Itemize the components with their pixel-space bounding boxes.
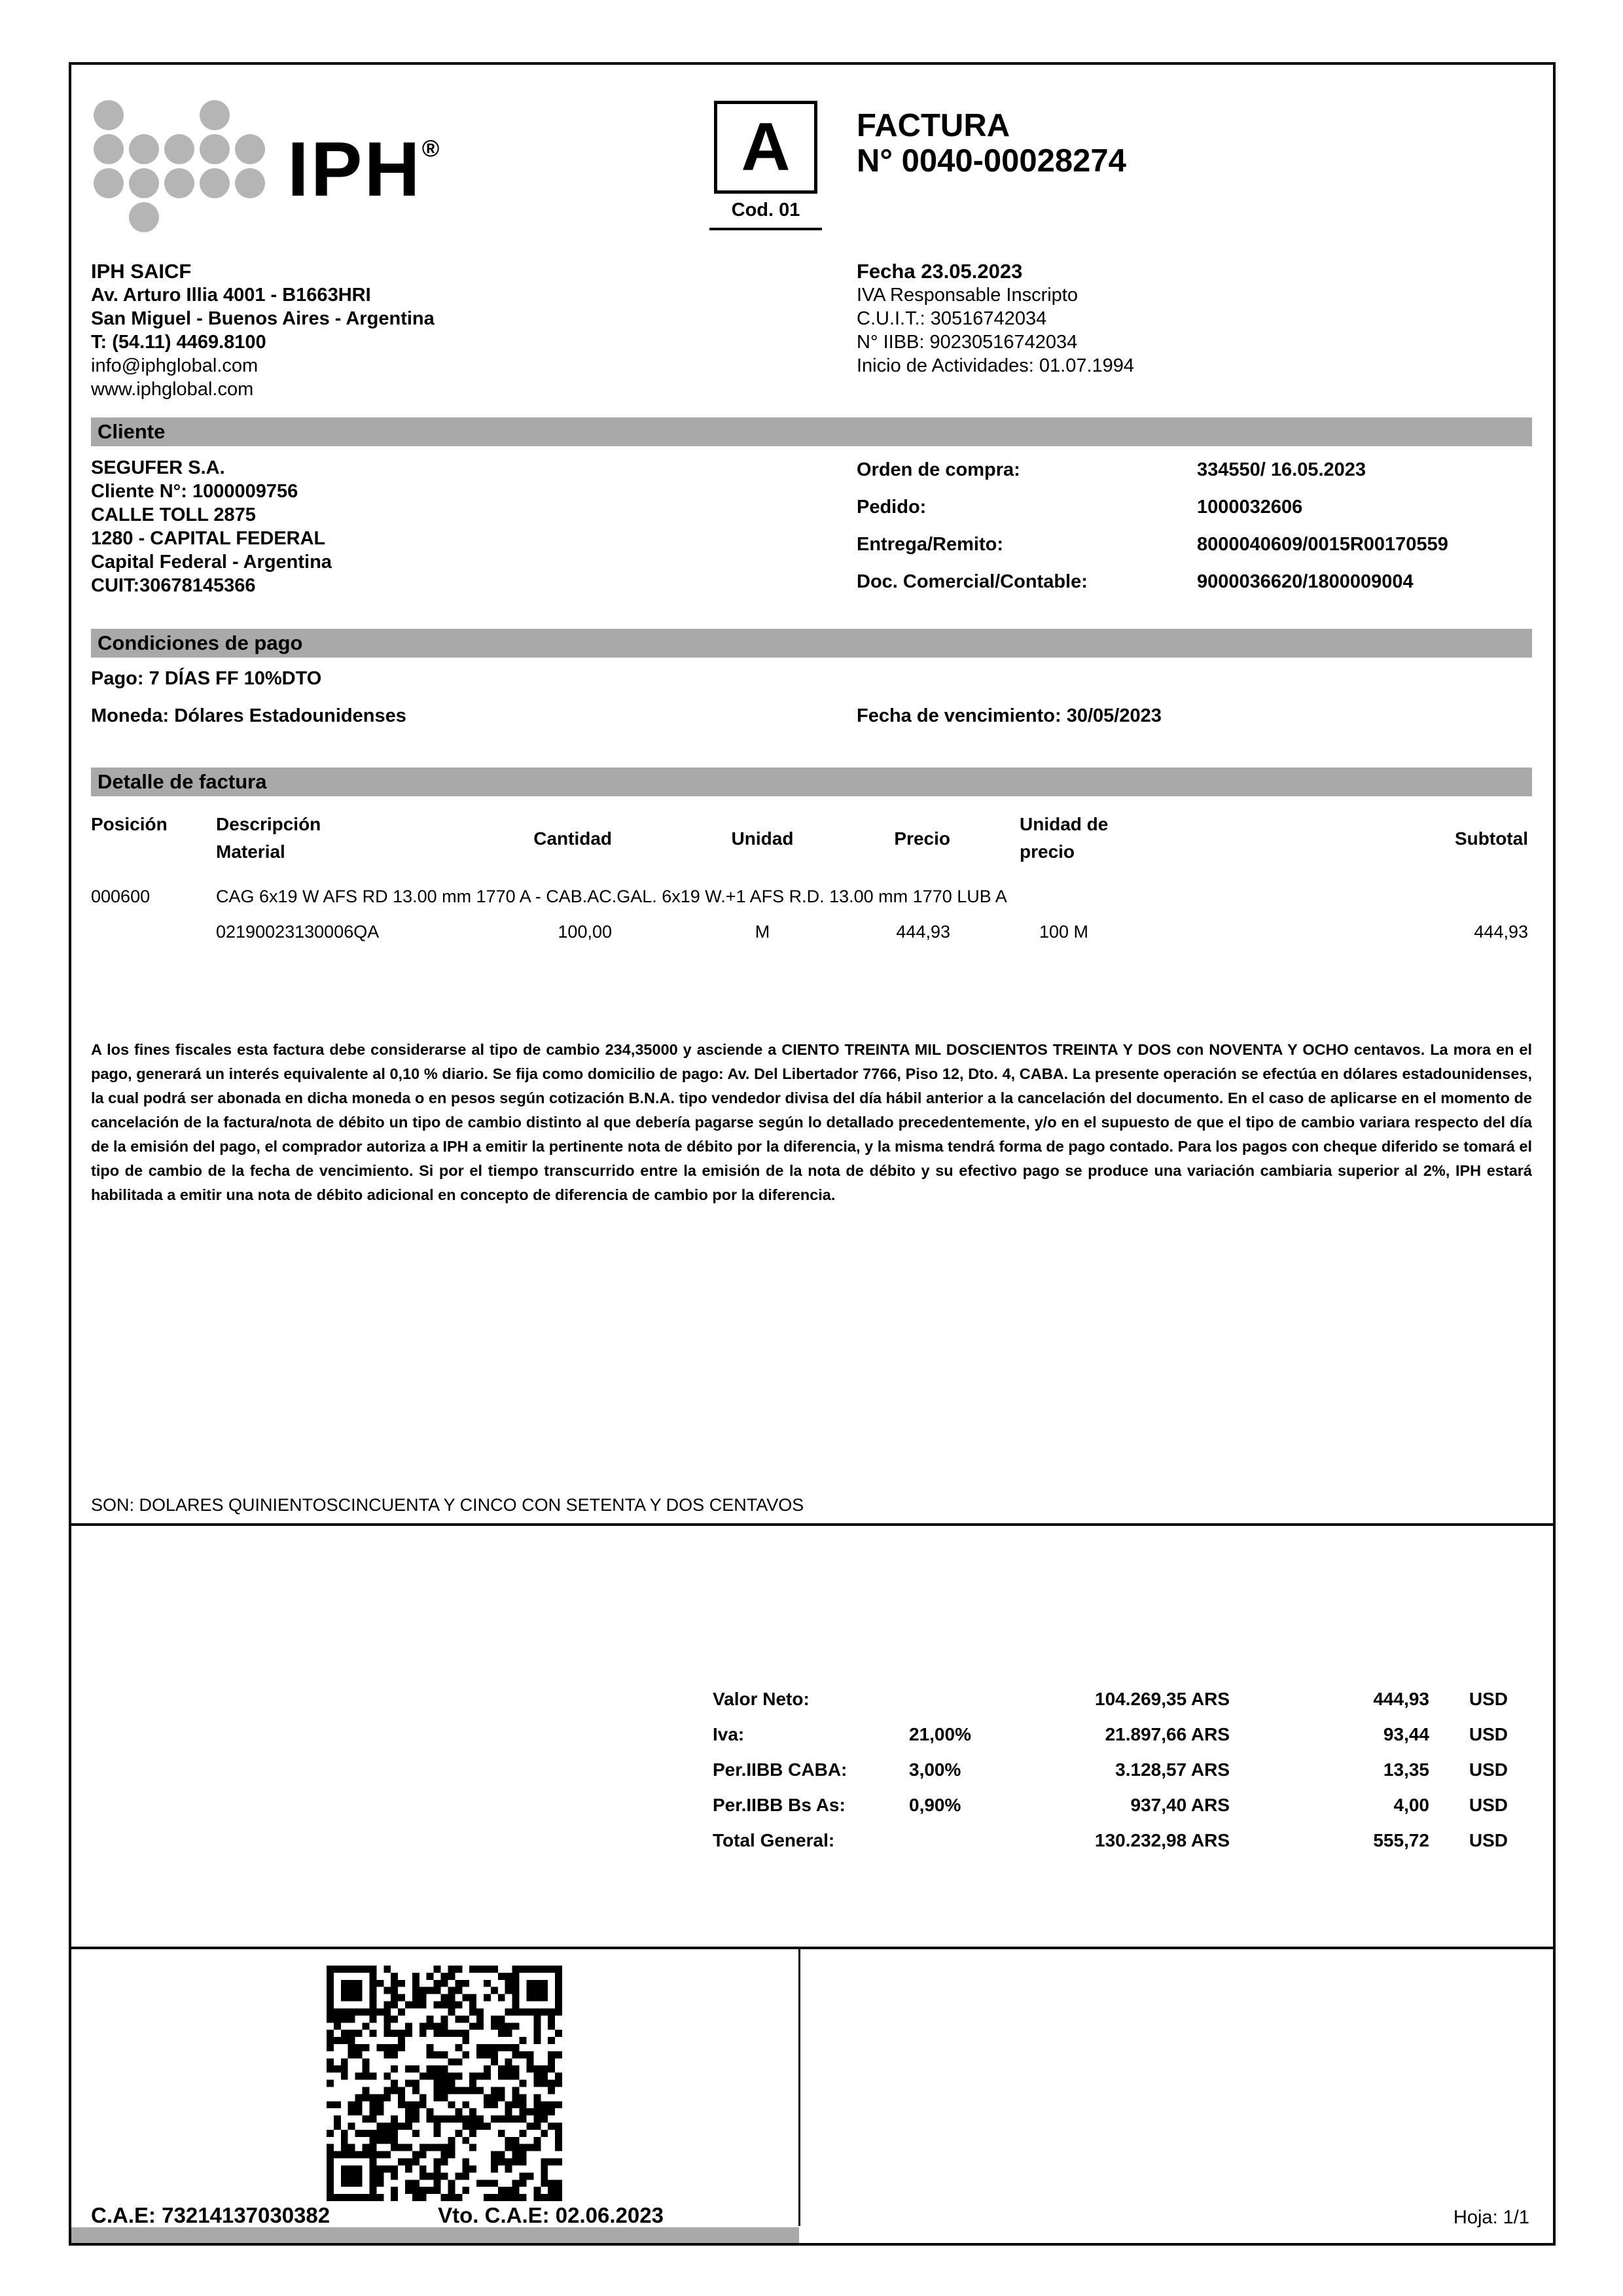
ref-row [857, 534, 1448, 571]
company-email: info@iphglobal.com [91, 355, 259, 376]
company-iibb: N° IIBB: 90230516742034 [857, 332, 1078, 353]
invoice-letter-box [714, 101, 817, 194]
registered-mark: ® [421, 135, 442, 162]
item-unit: M [755, 922, 770, 942]
total-currency: USD [1469, 1795, 1508, 1815]
col-header-price: Precio [894, 828, 950, 849]
item-price: 444,93 [896, 922, 950, 942]
client-cuit: CUIT:30678145366 [91, 575, 256, 596]
total-ars: 130.232,98 ARS [1095, 1830, 1230, 1850]
totals-row [713, 1795, 1508, 1830]
total-ars: 937,40 ARS [1130, 1795, 1230, 1815]
total-ars: 104.269,35 ARS [1095, 1689, 1230, 1709]
invoice-letter-code: Cod. 01 [709, 200, 822, 230]
fiscal-note: A los fines fiscales esta factura debe considerarse al tipo de cambio 234,35000 y asciende a CIENTO TREINTA MIL DOSCIENTOS TREINTA Y DOS con NOVENTA Y OCHO centavos. La mora en el pago, generará un interés equivalente al 0,10 % diario. Se fija como domicilio de pago: Av. Del Libertador 7766, Piso 12, Dto. 4, CABA. La presente operación se efectúa en dólares estadounidenses, la cual podrá ser abonada en dicha moneda o en pesos según cotización B.N.A. tipo vendedor divisa del día hábil anterior a la cancelación del documento. En el caso de aplicarse en el momento de cancelación de la factura/nota de débito un tipo de cambio distinto al que debería pagarse según lo detallado precedentemente, y/o en el supuesto de que el tipo de cambio variara respecto del día de la emisión del pago, el comprador autoriza a IPH a emitir la pertinente nota de débito por la diferencia, y la misma tendrá forma de pago contado. Para los pagos con cheque diferido se tomará el tipo de cambio de la fecha de vencimiento. Si por el tiempo transcurrido entre la emisión de la nota de débito y su efectivo pago se produce una variación cambiaria superior al 2%, IPH estará habilitada a emitir una nota de débito adicional en concepto de diferencia de cambio por la diferencia. [91, 1041, 1532, 1203]
qr-code [327, 1966, 562, 2201]
col-header-price-unit-line1: Unidad de [1020, 814, 1109, 834]
ref-label: Pedido: [857, 497, 927, 518]
ref-label: Doc. Comercial/Contable: [857, 571, 1088, 592]
client-block [91, 456, 332, 597]
invoice-title-block [857, 108, 1126, 179]
totals-block [713, 1689, 1508, 1865]
col-header-subtotal: Subtotal [1455, 828, 1528, 849]
divider-line [71, 1947, 1553, 1949]
total-usd: 93,44 [1383, 1724, 1429, 1744]
ref-value: 334550/ 16.05.2023 [1197, 459, 1366, 480]
invoice-page [69, 62, 1556, 2246]
total-currency: USD [1469, 1689, 1508, 1709]
col-header-price-unit-line2: precio [1020, 841, 1075, 862]
ref-value: 8000040609/0015R00170559 [1197, 534, 1448, 555]
item-quantity: 100,00 [558, 922, 612, 942]
cae-number: C.A.E: 73214137030382 [91, 2203, 330, 2227]
total-label: Valor Neto: [713, 1689, 810, 1709]
totals-row [713, 1689, 1508, 1724]
ref-value: 1000032606 [1197, 497, 1303, 518]
payment-terms: Pago: 7 DÍAS FF 10%DTO [91, 668, 322, 689]
item-material-code: 02190023130006QA [216, 922, 380, 942]
col-header-price-unit [1020, 811, 1108, 866]
doc-type: FACTURA [857, 108, 1010, 143]
company-cuit: C.U.I.T.: 30516742034 [857, 308, 1047, 329]
client-section-bar: Cliente [91, 417, 1532, 446]
fiscal-block [857, 260, 1134, 378]
iva-status: IVA Responsable Inscripto [857, 285, 1078, 306]
totals-row [713, 1830, 1508, 1865]
logo-text: IPH [287, 126, 422, 213]
ref-label: Entrega/Remito: [857, 534, 1003, 555]
totals-row [713, 1724, 1508, 1759]
company-block [91, 260, 435, 401]
item-subtotal: 444,93 [1474, 922, 1528, 942]
col-header-description-line1: Descripción [216, 814, 321, 834]
client-address: CALLE TOLL 2875 [91, 504, 256, 525]
invoice-letter: A [741, 109, 791, 185]
total-pct: 21,00% [909, 1724, 971, 1744]
col-header-position: Posición [91, 814, 168, 834]
total-pct: 0,90% [909, 1795, 961, 1815]
total-label: Total General: [713, 1830, 835, 1850]
company-phone: T: (54.11) 4469.8100 [91, 332, 266, 353]
client-name: SEGUFER S.A. [91, 457, 225, 478]
total-label: Per.IIBB Bs As: [713, 1795, 846, 1815]
payment-currency: Moneda: Dólares Estadounidenses [91, 705, 406, 726]
ref-row [857, 497, 1448, 534]
col-header-description [216, 811, 321, 866]
total-label: Per.IIBB CABA: [713, 1759, 847, 1780]
total-ars: 3.128,57 ARS [1115, 1759, 1230, 1780]
iph-logo-icon [92, 99, 282, 236]
client-postal-city: 1280 - CAPITAL FEDERAL [91, 528, 326, 549]
item-price-unit: 100 M [1039, 922, 1089, 942]
item-description: CAG 6x19 W AFS RD 13.00 mm 1770 A - CAB.AC.GAL. 6x19 W.+1 AFS R.D. 13.00 mm 1770 LUB A [216, 887, 1007, 906]
cae-due-date: Vto. C.A.E: 02.06.2023 [438, 2203, 664, 2227]
divider-line [71, 1523, 1553, 1526]
total-pct: 3,00% [909, 1759, 961, 1780]
company-address-2: San Miguel - Buenos Aires - Argentina [91, 308, 435, 329]
total-currency: USD [1469, 1830, 1508, 1850]
footer-divider-vertical [798, 1947, 800, 2226]
amount-in-words: SON: DOLARES QUINIENTOSCINCUENTA Y CINCO CON SETENTA Y DOS CENTAVOS [91, 1495, 804, 1515]
total-usd: 444,93 [1373, 1689, 1429, 1709]
logo-wordmark [287, 125, 441, 214]
cae-line [91, 2203, 664, 2228]
total-usd: 13,35 [1383, 1759, 1429, 1780]
totals-row [713, 1759, 1508, 1795]
ref-row [857, 571, 1448, 609]
total-ars: 21.897,66 ARS [1105, 1724, 1230, 1744]
client-refs [857, 459, 1448, 609]
total-currency: USD [1469, 1724, 1508, 1744]
total-usd: 555,72 [1373, 1830, 1429, 1850]
ref-label: Orden de compra: [857, 459, 1020, 480]
due-date: Fecha de vencimiento: 30/05/2023 [857, 705, 1162, 726]
total-usd: 4,00 [1393, 1795, 1429, 1815]
company-address-1: Av. Arturo Illia 4001 - B1663HRI [91, 285, 371, 306]
payment-section-bar: Condiciones de pago [91, 629, 1532, 658]
ref-row [857, 459, 1448, 497]
company-name: IPH SAICF [91, 260, 192, 283]
col-header-quantity: Cantidad [533, 828, 612, 849]
item-position: 000600 [91, 887, 151, 906]
client-number: Cliente N°: 1000009756 [91, 481, 298, 502]
col-header-unit: Unidad [731, 828, 794, 849]
col-header-description-line2: Material [216, 841, 285, 862]
company-website: www.iphglobal.com [91, 379, 254, 400]
doc-number: N° 0040-00028274 [857, 143, 1126, 179]
detail-section-bar: Detalle de factura [91, 768, 1532, 796]
client-region: Capital Federal - Argentina [91, 552, 332, 573]
invoice-date: Fecha 23.05.2023 [857, 260, 1023, 283]
activity-start: Inicio de Actividades: 01.07.1994 [857, 355, 1135, 376]
ref-value: 9000036620/1800009004 [1197, 571, 1414, 592]
total-label: Iva: [713, 1724, 745, 1744]
total-currency: USD [1469, 1759, 1508, 1780]
page-number: Hoja: 1/1 [1453, 2207, 1529, 2228]
footer-bar [71, 2227, 799, 2243]
